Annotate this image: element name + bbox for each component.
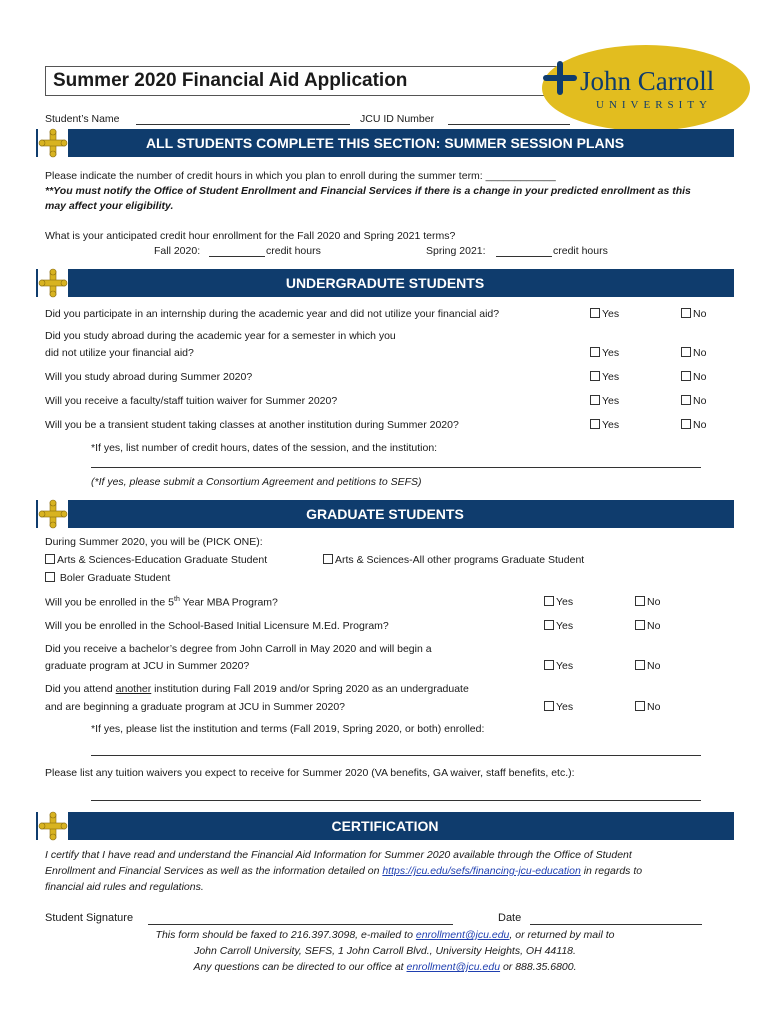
grad-question-another-b: and are beginning a graduate program at JCU in Summer 2020? — [45, 701, 346, 713]
ug-question-waiver: Will you receive a faculty/staff tuition waiver for Summer 2020? — [45, 395, 338, 407]
grad-question-another-a: Did you attend another institution during Fall 2019 and/or Spring 2020 as an undergraduate — [45, 683, 469, 695]
checkbox-icon — [635, 596, 645, 606]
grad-q4-no[interactable]: No — [635, 701, 660, 713]
footer-line-2: John Carroll University, SEFS, 1 John Carroll Blvd., University Heights, OH 44118. — [194, 945, 576, 957]
financing-jcu-link[interactable]: https://jcu.edu/sefs/financing-jcu-education — [382, 865, 581, 877]
checkbox-icon — [635, 701, 645, 711]
checkbox-icon — [544, 701, 554, 711]
notice-line-1: **You must notify the Office of Student Enrollment and Financial Services if there is a change in your predicted enrollment as this — [45, 185, 691, 197]
checkbox-icon — [590, 308, 600, 318]
ug-q5-no[interactable]: No — [681, 419, 706, 431]
checkbox-icon — [45, 572, 55, 582]
checkbox-icon — [635, 620, 645, 630]
grad-q1-no[interactable]: No — [635, 596, 660, 608]
ug-q3-yes[interactable]: Yes — [590, 371, 619, 383]
grad-question-bachelor-a: Did you receive a bachelor’s degree from John Carroll in May 2020 and will begin a — [45, 643, 432, 655]
spring-2021-field[interactable] — [496, 256, 552, 257]
tuition-waivers-question: Please list any tuition waivers you expect to receive for Summer 2020 (VA benefits, GA waiver, staff benefits, etc.): — [45, 767, 575, 779]
grad-question-med: Will you be enrolled in the School-Based Initial Licensure M.Ed. Program? — [45, 620, 389, 632]
section-certification-bar: CERTIFICATION — [36, 812, 734, 840]
tuition-waivers-field[interactable] — [91, 800, 701, 801]
grad-q4-yes[interactable]: Yes — [544, 701, 573, 713]
grad-ifyes-text: *If yes, please list the institution and terms (Fall 2019, Spring 2020, or both) enrolled: — [91, 723, 485, 735]
grad-question-mba: Will you be enrolled in the 5th Year MBA Program? — [45, 596, 278, 609]
ug-q3-no[interactable]: No — [681, 371, 706, 383]
checkbox-icon — [635, 660, 645, 670]
grad-opt-other-programs[interactable]: Arts & Sciences-All other programs Graduate Student — [323, 554, 584, 566]
ug-question-abroad-year-b: did not utilize your financial aid? — [45, 347, 194, 359]
ug-q1-no[interactable]: No — [681, 308, 706, 320]
cross-emblem-icon — [38, 499, 68, 529]
grad-q3-no[interactable]: No — [635, 660, 660, 672]
grad-opt-education[interactable]: Arts & Sciences-Education Graduate Student — [45, 554, 267, 566]
ug-question-abroad-summer: Will you study abroad during Summer 2020? — [45, 371, 253, 383]
email-link[interactable]: enrollment@jcu.edu — [415, 929, 510, 941]
form-title: Summer 2020 Financial Aid Application — [53, 70, 408, 91]
cross-emblem-icon — [38, 811, 68, 841]
checkbox-icon — [323, 554, 333, 564]
checkbox-icon — [681, 347, 691, 357]
cert-line-3: financial aid rules and regulations. — [45, 881, 204, 893]
ug-ifyes-text: *If yes, list number of credit hours, dates of the session, and the institution: — [91, 442, 438, 454]
footer-line-1: This form should be faxed to 216.397.3098, e-mailed to enrollment@jcu.edu, or returned by mail to — [155, 929, 615, 941]
checkbox-icon — [590, 419, 600, 429]
grad-ifyes-field[interactable] — [91, 755, 701, 756]
checkbox-icon — [681, 308, 691, 318]
date-label: Date — [498, 912, 522, 924]
email-link-2[interactable]: enrollment@jcu.edu — [406, 961, 501, 973]
grad-pick-one: During Summer 2020, you will be (PICK ONE): — [45, 536, 263, 548]
checkbox-icon — [590, 347, 600, 357]
john-carroll-logo — [540, 44, 752, 132]
student-name-label: Student’s Name — [45, 113, 120, 125]
ug-ifyes-field[interactable] — [91, 467, 701, 468]
checkbox-icon — [544, 596, 554, 606]
checkbox-icon — [45, 554, 55, 564]
ug-q2-yes[interactable]: Yes — [590, 347, 619, 359]
jcu-id-field[interactable] — [448, 124, 570, 125]
ug-q5-yes[interactable]: Yes — [590, 419, 619, 431]
checkbox-icon — [590, 371, 600, 381]
student-name-field[interactable] — [136, 124, 350, 125]
signature-field[interactable] — [148, 924, 453, 925]
cross-emblem-icon — [38, 268, 68, 298]
section-graduate-bar: GRADUATE STUDENTS — [36, 500, 734, 528]
logo-university: UNIVERSITY — [596, 99, 712, 111]
consortium-note: (*If yes, please submit a Consortium Agreement and petitions to SEFS) — [91, 476, 422, 488]
ug-q1-yes[interactable]: Yes — [590, 308, 619, 320]
fall-2020-field[interactable] — [209, 256, 265, 257]
anticipated-question: What is your anticipated credit hour enrollment for the Fall 2020 and Spring 2021 terms? — [45, 230, 456, 242]
grad-q3-yes[interactable]: Yes — [544, 660, 573, 672]
ug-question-abroad-year-a: Did you study abroad during the academic year for a semester in which you — [45, 330, 396, 342]
section-undergrad-bar: UNDERGRADUTE STUDENTS — [36, 269, 734, 297]
ug-q2-no[interactable]: No — [681, 347, 706, 359]
cert-line-1: I certify that I have read and understand the Financial Aid Information for Summer 2020 available through the Office of Student — [45, 849, 632, 861]
checkbox-icon — [681, 395, 691, 405]
grad-q1-yes[interactable]: Yes — [544, 596, 573, 608]
checkbox-icon — [544, 620, 554, 630]
grad-q2-no[interactable]: No — [635, 620, 660, 632]
checkbox-icon — [681, 371, 691, 381]
fall-credit-hours: credit hours — [266, 245, 321, 257]
logo-name: John Carroll — [580, 66, 715, 96]
checkbox-icon — [681, 419, 691, 429]
notice-line-2: may affect your eligibility. — [45, 200, 174, 212]
date-field[interactable] — [530, 924, 702, 925]
cross-emblem-icon — [38, 128, 68, 158]
ug-question-internship: Did you participate in an internship during the academic year and did not utilize your financial aid? — [45, 308, 500, 320]
section-summer-bar: ALL STUDENTS COMPLETE THIS SECTION: SUMMER SESSION PLANS — [36, 129, 734, 157]
cert-line-2: Enrollment and Financial Services as well as the information detailed on https://jcu.edu/sefs/financing-jcu-education in regards to — [45, 865, 643, 877]
form-title-box — [45, 66, 565, 96]
jcu-id-label: JCU ID Number — [360, 113, 435, 125]
ug-q4-no[interactable]: No — [681, 395, 706, 407]
spring-2021-label: Spring 2021: — [426, 245, 486, 257]
grad-opt-boler[interactable]: Boler Graduate Student — [45, 572, 170, 584]
grad-question-bachelor-b: graduate program at JCU in Summer 2020? — [45, 660, 250, 672]
fall-2020-label: Fall 2020: — [154, 245, 201, 257]
ug-q4-yes[interactable]: Yes — [590, 395, 619, 407]
checkbox-icon — [544, 660, 554, 670]
footer-line-3: Any questions can be directed to our office at enrollment@jcu.edu or 888.35.6800. — [193, 961, 577, 973]
ug-question-transient: Will you be a transient student taking classes at another institution during Summer 2020? — [45, 419, 459, 431]
grad-q2-yes[interactable]: Yes — [544, 620, 573, 632]
credit-hours-question: Please indicate the number of credit hours in which you plan to enroll during the summer term: ____________ — [45, 170, 556, 182]
checkbox-icon — [590, 395, 600, 405]
spring-credit-hours: credit hours — [553, 245, 608, 257]
signature-label: Student Signature — [45, 912, 134, 924]
